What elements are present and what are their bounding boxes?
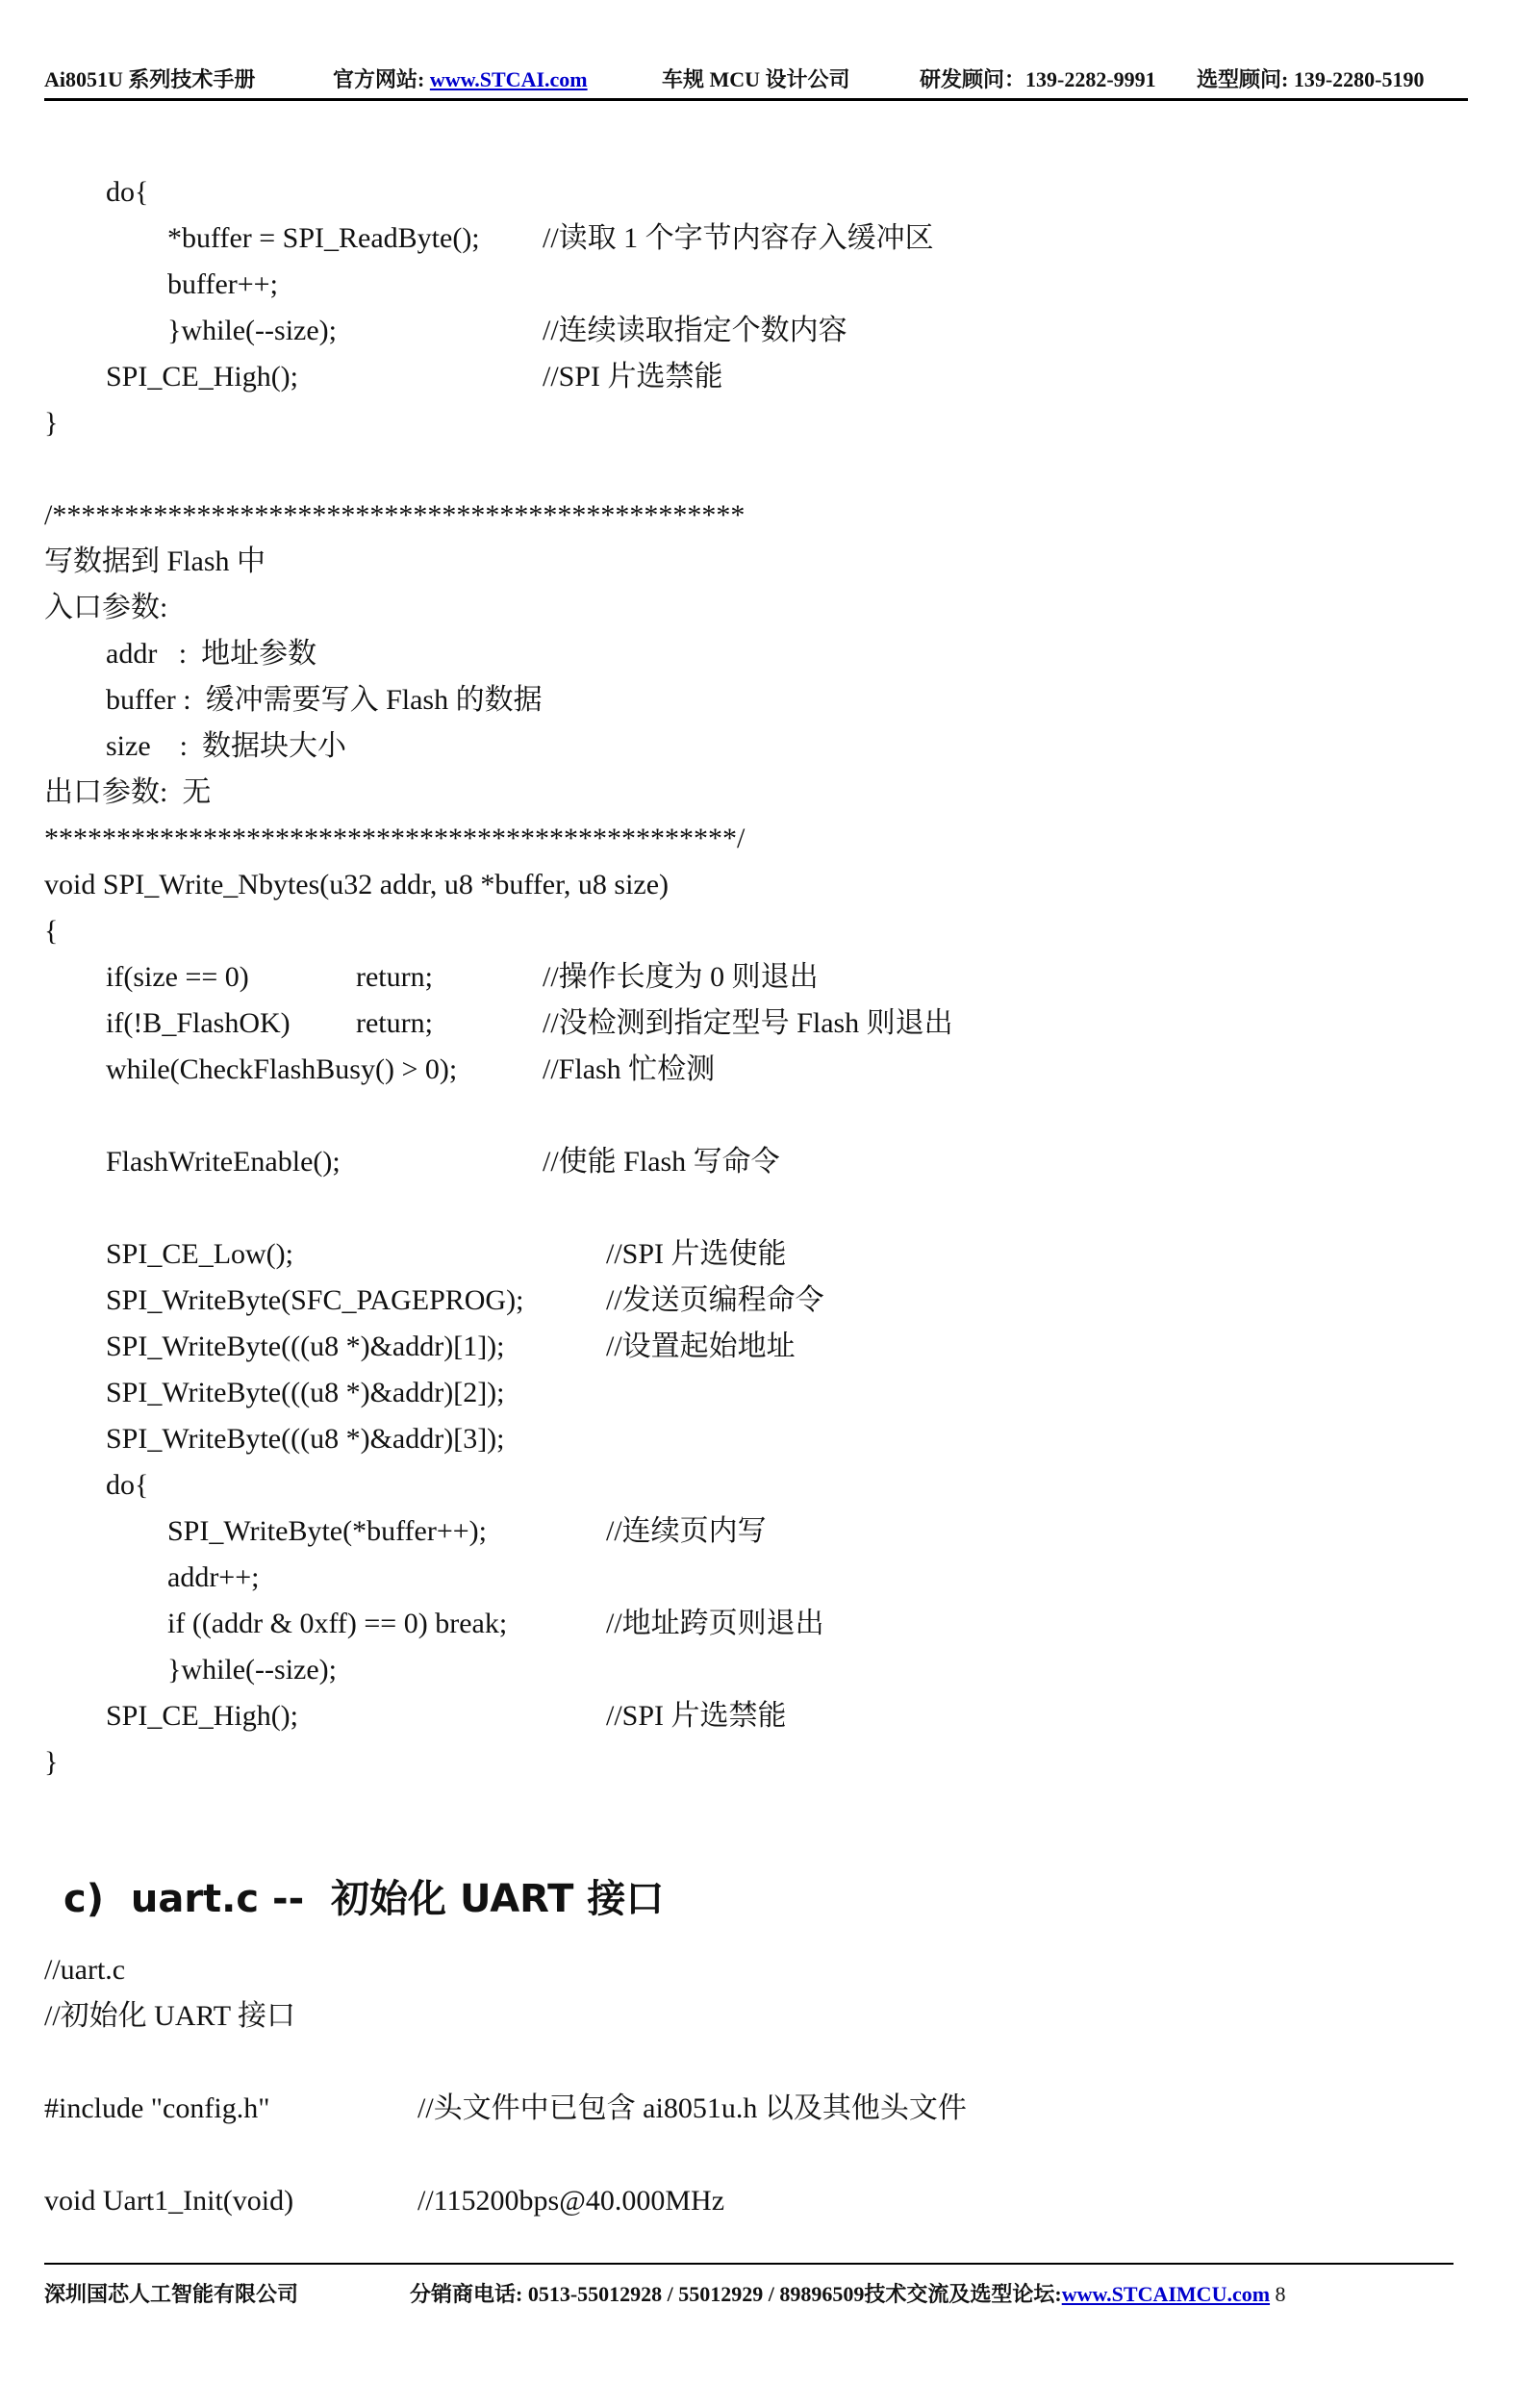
code-text: addr++; (167, 1561, 260, 1593)
code-line (0, 541, 1517, 583)
code-text: ************************************************/ (44, 823, 746, 854)
code-text: }while(--size); (167, 1654, 337, 1686)
header-site-label: 官方网站: (333, 67, 430, 91)
footer-rule (44, 2263, 1454, 2265)
code-line (0, 1949, 1517, 1991)
header-manual-title: Ai8051U 系列技术手册 (44, 67, 256, 91)
code-text: SPI_CE_Low(); (106, 1238, 293, 1270)
code-text: do{ (106, 1469, 149, 1501)
code-comment: //SPI 片选使能 (606, 1238, 787, 1270)
code-comment: //读取 1 个字节内容存入缓冲区 (543, 222, 934, 254)
code-text: /************************************************ (44, 499, 746, 531)
code-comment: //SPI 片选禁能 (543, 361, 723, 393)
code-text: SPI_CE_High(); (106, 361, 299, 393)
code-text: SPI_WriteByte(SFC_PAGEPROG); (106, 1284, 524, 1316)
code-line (0, 587, 1517, 629)
code-line (0, 494, 1517, 537)
code-comment: //地址跨页则退出 (606, 1608, 824, 1639)
code-text: SPI_WriteByte(((u8 *)&addr)[2]); (106, 1377, 505, 1408)
code-text: SPI_WriteByte(((u8 *)&addr)[1]); (106, 1331, 505, 1362)
code-text: 出口参数: 无 (44, 776, 212, 808)
code-text: if(!B_FlashOK) (106, 1007, 291, 1039)
code-comment: //使能 Flash 写命令 (543, 1146, 780, 1178)
code-text: FlashWriteEnable(); (106, 1146, 341, 1178)
code-line (0, 1141, 1517, 1183)
code-text: } (44, 1746, 59, 1778)
code-line (0, 1695, 1517, 1737)
code-text: SPI_WriteByte(((u8 *)&addr)[3]); (106, 1423, 505, 1455)
page-number-value: 8 (1275, 2282, 1286, 2306)
code-text: 入口参数: (44, 592, 168, 623)
code-line (0, 1995, 1517, 2038)
code-comment: //连续页内写 (606, 1515, 767, 1547)
code-text: while(CheckFlashBusy() > 0); (106, 1053, 458, 1085)
code-line (0, 264, 1517, 306)
code-text: { (44, 915, 59, 947)
code-comment: //Flash 忙检测 (543, 1053, 716, 1085)
code-line (0, 772, 1517, 814)
footer-forum-link[interactable]: www.STCAIMCU.com (1061, 2282, 1271, 2306)
footer-phone: 分销商电话: 0513-55012928 / 55012929 / 89896509技术交流及选型论坛: (410, 2282, 1062, 2306)
code-line (0, 1372, 1517, 1414)
code-comment: //头文件中已包含 ai8051u.h 以及其他头文件 (417, 2092, 967, 2124)
code-text: SPI_WriteByte(*buffer++); (167, 1515, 488, 1547)
code-comment: //连续读取指定个数内容 (543, 315, 847, 346)
code-line (0, 402, 1517, 444)
code-text: do{ (106, 176, 149, 208)
code-line (0, 1049, 1517, 1091)
page-number (1270, 2282, 1286, 2306)
code-line (0, 633, 1517, 675)
code-line (0, 1233, 1517, 1276)
code-line (0, 1002, 1517, 1045)
code-text: 写数据到 Flash 中 (44, 545, 266, 577)
code-line (0, 1326, 1517, 1368)
code-text: size : 数据块大小 (106, 730, 346, 762)
code-text: }while(--size); (167, 315, 337, 346)
code-text: if(size == 0) (106, 961, 249, 993)
code-line (0, 1464, 1517, 1507)
code-text: SPI_CE_High(); (106, 1700, 299, 1732)
code-line (0, 956, 1517, 999)
code-text: } (44, 407, 59, 439)
code-text: #include "config.h" (44, 2092, 270, 2124)
section-heading: c) uart.c -- 初始化 UART 接口 (63, 1877, 665, 1921)
code-comment: //没检测到指定型号 Flash 则退出 (543, 1007, 953, 1039)
code-text: return; (356, 961, 433, 993)
header-sel-contact: 选型顾问: 139-2280-5190 (1197, 67, 1425, 91)
code-line (0, 1280, 1517, 1322)
code-comment: //发送页编程命令 (606, 1284, 824, 1316)
code-line (0, 2180, 1517, 2222)
code-text: void SPI_Write_Nbytes(u32 addr, u8 *buffer, u8 size) (44, 869, 670, 900)
code-text: void Uart1_Init(void) (44, 2185, 294, 2217)
code-line (0, 1557, 1517, 1599)
footer-company: 深圳国芯人工智能有限公司 (44, 2282, 299, 2306)
code-line (0, 1510, 1517, 1553)
code-line (0, 310, 1517, 352)
code-line (0, 1418, 1517, 1460)
footer-contact (410, 2278, 1286, 2308)
code-text: buffer++; (167, 268, 278, 300)
code-comment: //设置起始地址 (606, 1331, 796, 1362)
header-site-link[interactable]: www.STCAI.com (429, 67, 588, 91)
code-comment: //uart.c (44, 1954, 126, 1986)
code-line (0, 217, 1517, 260)
code-line (0, 864, 1517, 906)
code-comment: //SPI 片选禁能 (606, 1700, 787, 1732)
code-text: addr : 地址参数 (106, 638, 317, 670)
code-comment: //操作长度为 0 则退出 (543, 961, 819, 993)
code-line (0, 2088, 1517, 2130)
code-line (0, 1741, 1517, 1784)
code-comment: //初始化 UART 接口 (44, 2000, 295, 2032)
code-line (0, 818, 1517, 860)
code-line (0, 356, 1517, 398)
code-text: *buffer = SPI_ReadByte(); (167, 222, 480, 254)
code-comment: //115200bps@40.000MHz (417, 2185, 725, 2217)
code-line (0, 1649, 1517, 1691)
code-line (0, 910, 1517, 952)
code-line (0, 1603, 1517, 1645)
code-text: buffer : 缓冲需要写入 Flash 的数据 (106, 684, 543, 716)
code-line (0, 171, 1517, 214)
code-line (0, 725, 1517, 768)
page-footer (44, 2274, 1468, 2313)
code-text: if ((addr & 0xff) == 0) break; (167, 1608, 508, 1639)
header-company-tag: 车规 MCU 设计公司 (662, 67, 850, 91)
code-line (0, 679, 1517, 722)
code-text: return; (356, 1007, 433, 1039)
header-rd-contact: 研发顾问：139-2282-9991 (920, 67, 1156, 91)
